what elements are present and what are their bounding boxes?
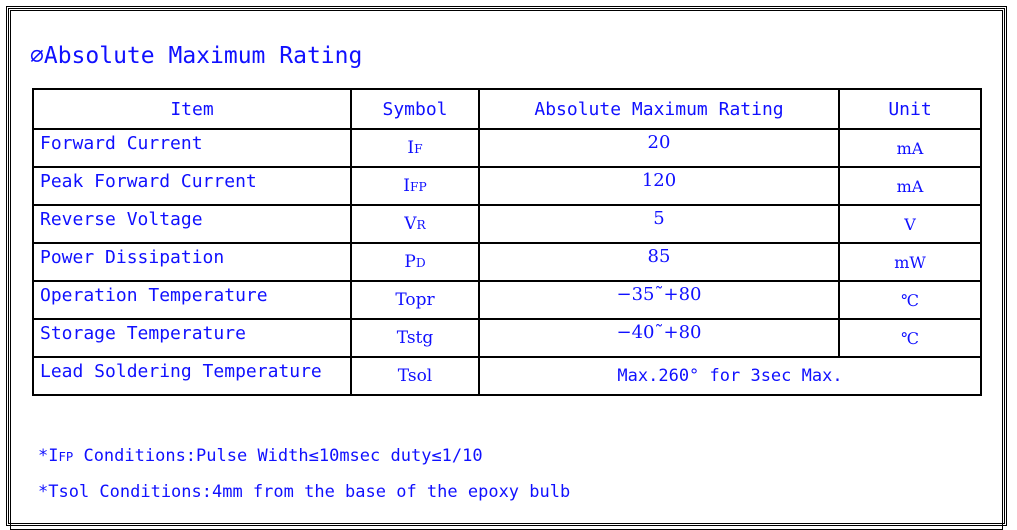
table-row bbox=[33, 281, 981, 319]
note-ifp-conditions: *IFP Conditions:Pulse Width≤10msec duty≤1/10 bbox=[38, 446, 483, 466]
item-cell: Forward Current bbox=[33, 129, 351, 167]
table-row bbox=[33, 129, 981, 167]
item-cell: Operation Temperature bbox=[33, 281, 351, 319]
item-cell: Storage Temperature bbox=[33, 319, 351, 357]
table-row bbox=[33, 205, 981, 243]
section-title: ∅Absolute Maximum Rating bbox=[30, 43, 363, 69]
item-cell: Peak Forward Current bbox=[33, 167, 351, 205]
value-cell: 20 bbox=[479, 129, 839, 167]
header-symbol: Symbol bbox=[351, 89, 479, 129]
item-cell: Reverse Voltage bbox=[33, 205, 351, 243]
absolute-maximum-rating-table bbox=[32, 88, 982, 396]
symbol-cell: Topr bbox=[351, 281, 479, 319]
header-unit: Unit bbox=[839, 89, 981, 129]
unit-cell: mW bbox=[839, 243, 981, 281]
symbol-cell: IFP bbox=[351, 167, 479, 205]
header-rating: Absolute Maximum Rating bbox=[479, 89, 839, 129]
symbol-cell: Tstg bbox=[351, 319, 479, 357]
item-cell: Lead Soldering Temperature bbox=[33, 357, 351, 395]
value-cell: −40˜+80 bbox=[479, 319, 839, 357]
table-header-row bbox=[33, 89, 981, 129]
value-cell: 85 bbox=[479, 243, 839, 281]
note-tsol-conditions: *Tsol Conditions:4mm from the base of the epoxy bulb bbox=[38, 482, 571, 502]
symbol-cell: PD bbox=[351, 243, 479, 281]
symbol-cell: VR bbox=[351, 205, 479, 243]
unit-cell: ℃ bbox=[839, 281, 981, 319]
table-row bbox=[33, 243, 981, 281]
symbol-cell: Tsol bbox=[351, 357, 479, 395]
value-cell: −35˜+80 bbox=[479, 281, 839, 319]
unit-cell: mA bbox=[839, 129, 981, 167]
table-row bbox=[33, 357, 981, 395]
item-cell: Power Dissipation bbox=[33, 243, 351, 281]
unit-cell: V bbox=[839, 205, 981, 243]
merged-value-cell: Max.260° for 3sec Max. bbox=[479, 357, 981, 395]
table-row bbox=[33, 319, 981, 357]
header-item: Item bbox=[33, 89, 351, 129]
symbol-cell: IF bbox=[351, 129, 479, 167]
table-row bbox=[33, 167, 981, 205]
unit-cell: ℃ bbox=[839, 319, 981, 357]
value-cell: 5 bbox=[479, 205, 839, 243]
value-cell: 120 bbox=[479, 167, 839, 205]
unit-cell: mA bbox=[839, 167, 981, 205]
